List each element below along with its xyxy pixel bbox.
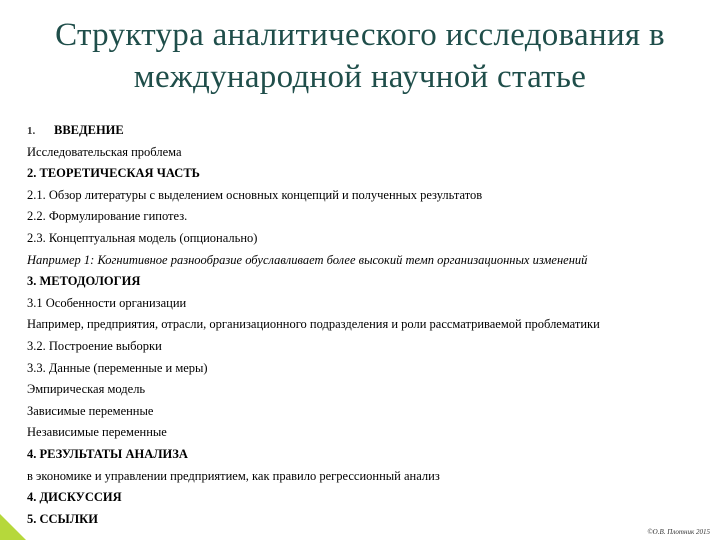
outline-item-label: ВВЕДЕНИЕ <box>54 123 124 137</box>
outline-item: 2.3. Концептуальная модель (опционально) <box>27 230 258 245</box>
outline-item: 3.3. Данные (переменные и меры) <box>27 360 208 375</box>
outline-item: в экономике и управлении предприятием, как правило регрессионный анализ <box>27 468 440 483</box>
outline-list <box>27 120 717 530</box>
outline-item: 3.1 Особенности организации <box>27 295 187 310</box>
outline-section-heading: 3. МЕТОДОЛОГИЯ <box>27 274 141 289</box>
outline-section-heading: 4. ДИСКУССИЯ <box>27 490 122 505</box>
slide-title-line-2: международной научной статье <box>133 59 587 95</box>
outline-item-number: 1. <box>27 125 36 137</box>
outline-section-heading: 5. ССЫЛКИ <box>27 511 98 526</box>
outline-item: Например, предприятия, отрасли, организационного подразделения и роли рассматриваемой проблематики <box>27 317 600 332</box>
copyright-note: ©О.В. Плотник 2015 <box>647 528 710 536</box>
outline-item-introduction <box>27 120 717 142</box>
outline-section-heading: 2. ТЕОРЕТИЧЕСКАЯ ЧАСТЬ <box>27 166 200 181</box>
outline-example: Например 1: Когнитивное разнообразие обуславливает более высокий темп организационных изменений <box>27 252 588 267</box>
slide-title <box>0 14 720 98</box>
outline-item: 3.2. Построение выборки <box>27 338 162 353</box>
outline-item: Зависимые переменные <box>27 403 154 418</box>
outline-item: 2.2. Формулирование гипотез. <box>27 209 188 224</box>
outline-item: Исследовательская проблема <box>27 144 182 159</box>
outline-item: 2.1. Обзор литературы с выделением основных концепций и полученных результатов <box>27 187 483 202</box>
corner-accent-triangle <box>0 514 26 540</box>
outline-section-heading: 4. РЕЗУЛЬТАТЫ АНАЛИЗА <box>27 446 188 461</box>
outline-item: Независимые переменные <box>27 425 167 440</box>
outline-item: Эмпирическая модель <box>27 382 146 397</box>
slide-title-line-1: Структура аналитического исследования в <box>55 17 665 53</box>
